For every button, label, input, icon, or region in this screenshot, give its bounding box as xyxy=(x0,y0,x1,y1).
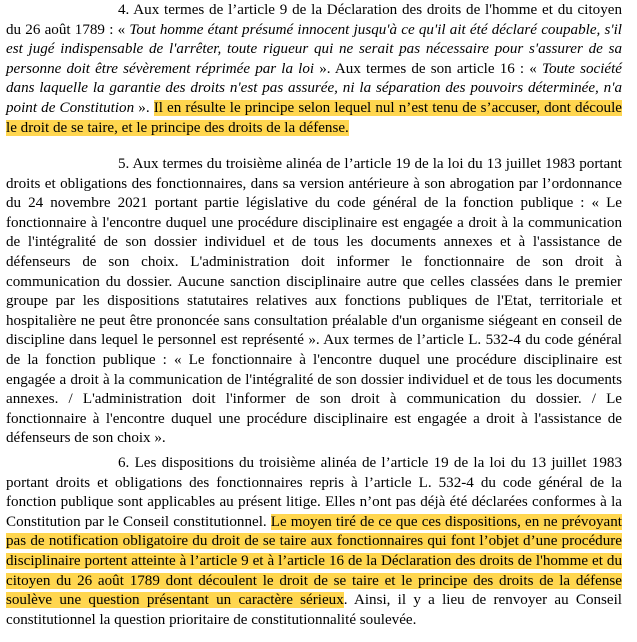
quote-article-9: Tout homme étant présumé innocent jusqu'à ce qu'il ait été déclaré coupable, s'il est jugé indispensable de l'arrêter, toute rigueur qui ne serait pas nécessaire pour s'assurer de sa personne doit être sévèrement réprimée par la loi xyxy=(6,21,622,77)
paragraph-4 xyxy=(6,1,622,138)
text-segment: Aux termes du troisième alinéa de l’article 19 de la loi du 13 juillet 1983 portant droits et obligations des fonctionnaires, dans sa version antérieure à son abrogation par l’ordonnance du 24 novembre 2021 portant partie législative du code général de la fonction publique : « Le fonctionnaire à l'encontre duquel une procédure disciplinaire est engagée a droit à la communication de l'intégralité de son dossier individuel et de tous les documents annexes et à l'assistance de défenseurs de son choix. L'administration doit informer le fonctionnaire de son droit à communication du dossier. Aucune sanction disciplinaire autre que celles classées dans le premier groupe par les dispositions statutaires relatives aux fonctions publiques de l'Etat, territoriale et hospitalière ne peut être prononcée sans consultation préalable d'un organisme siégeant en conseil de discipline dans lequel le personnel est représenté ». Aux termes de l’article L. 532-4 du code général de la fonction publique : « Le fonctionnaire à l'encontre duquel une procédure disciplinaire est engagée a droit à la communication de l'intégralité de son dossier individuel et de tous les documents annexes. / L'administration doit l'informer de son droit à communication du dossier. / Le fonctionnaire à l'encontre duquel une procédure disciplinaire est engagée a droit à l'assistance de défenseurs de son choix ». xyxy=(6,156,622,447)
text-segment: ». Aux termes de son article 16 : « xyxy=(314,60,542,77)
text-segment: Les dispositions du troisième alinéa de l’article 19 de la loi du 13 juillet 1983 portant droits et obligations des fonctionnaires repris à l’article L. 532-4 du code général de la fonction publique sont applicables au présent litige. Elles n’ont pas déjà été déclarées conformes à la Constitution par le Conseil constitutionnel. xyxy=(6,455,622,530)
text-segment: Aux termes de l’article 9 de la Déclaration des droits de l'homme et du citoyen du 26 août 1789 : « xyxy=(6,2,622,38)
text-segment: . Ainsi, il y a lieu de renvoyer au Conseil constitutionnel la question prioritaire de constitutionnalité soulevée. xyxy=(6,592,623,628)
highlighted-text: Il en résulte le principe selon lequel nul n’est tenu de s’accuser, dont découle le droit de se taire, et le principe des droits de la défense. xyxy=(6,99,622,136)
paragraph-number: 4. xyxy=(118,2,130,18)
paragraph-number: 5. xyxy=(118,156,130,172)
paragraph-number: 6. xyxy=(118,455,130,471)
highlighted-text: Le moyen tiré de ce que ces dispositions, en ne prévoyant pas de notification obligatoire du droit de se taire aux fonctionnaires qui font l’objet d’une procédure disciplinaire portent atteinte à l’article 9 et à l’article 16 de la Déclaration des droits de l'homme et du citoyen du 26 août 1789 dont découlent le droit de se taire et le principe des droits de la défense soulève une question présentant un caractère sérieux xyxy=(6,513,622,609)
paragraph-6 xyxy=(6,454,622,630)
paragraph-5 xyxy=(6,155,622,449)
quote-article-16: Toute société dans laquelle la garantie des droits n'est pas assurée, ni la séparation des pouvoirs déterminée, n'a point de Constitution xyxy=(6,60,622,116)
text-segment: ». xyxy=(134,99,154,116)
